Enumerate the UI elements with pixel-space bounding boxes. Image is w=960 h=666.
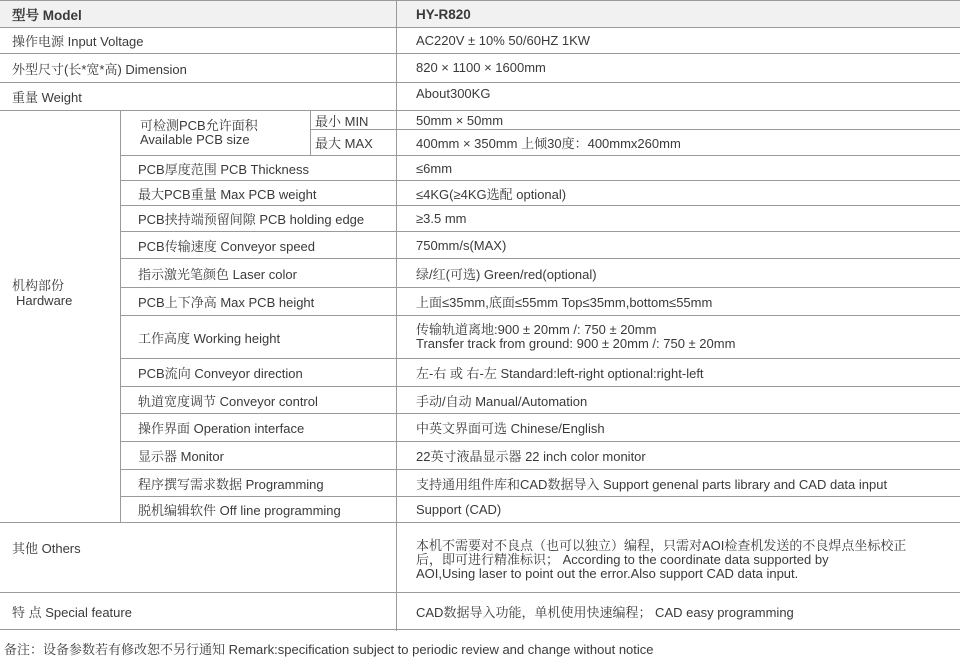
weight-row [0,83,960,111]
holding-edge-row [120,206,960,232]
row-value: 支持通用组件库和CAD数据导入 Support genenal parts library and CAD data input [416,476,888,492]
row-label: 操作电源 Input Voltage [12,34,144,49]
others-line3: AOI,Using laser to point out the error.Also support CAD data input. [416,566,799,581]
row-label: 重量 Weight [12,90,82,105]
row-label: 显示器 Monitor [138,449,224,464]
pcb-size-label-cn: 可检测PCB允许面积 [140,118,258,133]
pcb-weight-row [120,181,960,206]
others-line1: 本机不需要对不良点（也可以独立）编程，只需对AOI检查机发送的不良焊点坐标校正 [416,538,907,553]
row-value: 22英寸液晶显示器 22 inch color monitor [416,449,646,464]
row-value: ≤4KG(≥4KG选配 optional) [416,186,567,202]
row-label: 轨道宽度调节 Conveyor control [138,393,318,409]
conveyor-speed-row [120,232,960,259]
row-label: PCB上下净高 Max PCB height [138,295,315,310]
input-voltage-row [0,28,960,54]
row-value: 左-右 或 右-左 Standard:left-right optional:right-left [416,366,704,381]
row-label: 操作界面 Operation interface [138,421,305,436]
row-value: 上面≤35mm,底面≤55mm Top≤35mm,bottom≤55mm [416,295,713,310]
pcb-height-row [120,288,960,316]
working-height-line2: Transfer track from ground: 900 ± 20mm /: 750 ± 20mm [416,336,736,351]
pcb-size-label-en: Available PCB size [140,132,250,147]
programming-row [120,470,960,497]
pcb-max-row [310,130,960,156]
working-height-value [416,316,735,358]
row-value: 中英文界面可选 Chinese/English [416,421,605,436]
pcb-max-value: 400mm × 350mm 上倾30度：400mmx260mm [416,136,681,151]
row-value: 750mm/s(MAX) [416,237,507,253]
hardware-label-cn: 机构部份 [12,278,65,293]
row-value: ≤6mm [416,160,453,176]
monitor-row [120,442,960,470]
header-value: HY-R820 [416,6,471,22]
row-label: PCB厚度范围 PCB Thickness [138,161,309,177]
others-line2: 后，即可进行精准标识； According to the coordinate data supported by [416,552,829,567]
row-value: About300KG [416,86,491,101]
dimension-row [0,54,960,83]
row-label: 程序撰写需求数据 Programming [138,476,324,492]
laser-color-row [120,259,960,288]
others-value [416,523,906,592]
conveyor-control-row [120,387,960,414]
hardware-label-en: Hardware [16,293,73,308]
conveyor-direction-row [120,359,960,387]
pcb-min-value: 50mm × 50mm [416,112,504,128]
working-height-row [120,316,960,359]
pcb-size-label [140,111,310,155]
working-height-line1: 传输轨道离地:900 ± 20mm /: 750 ± 20mm [416,322,657,337]
special-feature-value: CAD数据导入功能，单机使用快速编程； CAD easy programming [416,604,794,620]
row-value: 820 × 1100 × 1600mm [416,60,546,75]
hardware-bottom-border [0,497,960,523]
row-label: 脱机编辑软件 Off line programming [138,503,341,518]
row-value: AC220V ± 10% 50/60HZ 1KW [416,33,591,48]
pcb-thickness-row [120,156,960,181]
row-label: PCB挟持端预留间隙 PCB holding edge [138,212,365,227]
others-label: 其他 Others [12,541,81,556]
pcb-max-label: 最大 MAX [315,136,373,151]
header-row [0,1,960,28]
special-feature-row [0,593,960,630]
row-value: Support (CAD) [416,502,502,517]
row-value: ≥3.5 mm [416,211,467,226]
others-row [0,523,960,593]
row-label: PCB流向 Conveyor direction [138,366,303,381]
row-label: 工作高度 Working height [138,330,281,346]
row-label: 外型尺寸(长*宽*高) Dimension [12,61,187,77]
row-value: 手动/自动 Manual/Automation [416,393,588,409]
operation-interface-row [120,414,960,442]
remark-note: 备注：设备参数若有修改恕不另行通知 Remark:specification subject to periodic review and change without notice [4,642,654,657]
row-label: 最大PCB重量 Max PCB weight [138,186,317,202]
row-value: 绿/红(可选) Green/red(optional) [416,266,597,282]
column-divider [396,1,397,631]
pcb-min-row [310,111,960,130]
hardware-group-label [12,278,72,308]
pcb-min-label: 最小 MIN [315,113,369,129]
special-feature-label: 特 点 Special feature [12,604,132,620]
header-label: 型号 Model [12,8,82,23]
row-label: PCB传输速度 Conveyor speed [138,238,316,254]
row-label: 指示激光笔颜色 Laser color [138,266,297,282]
